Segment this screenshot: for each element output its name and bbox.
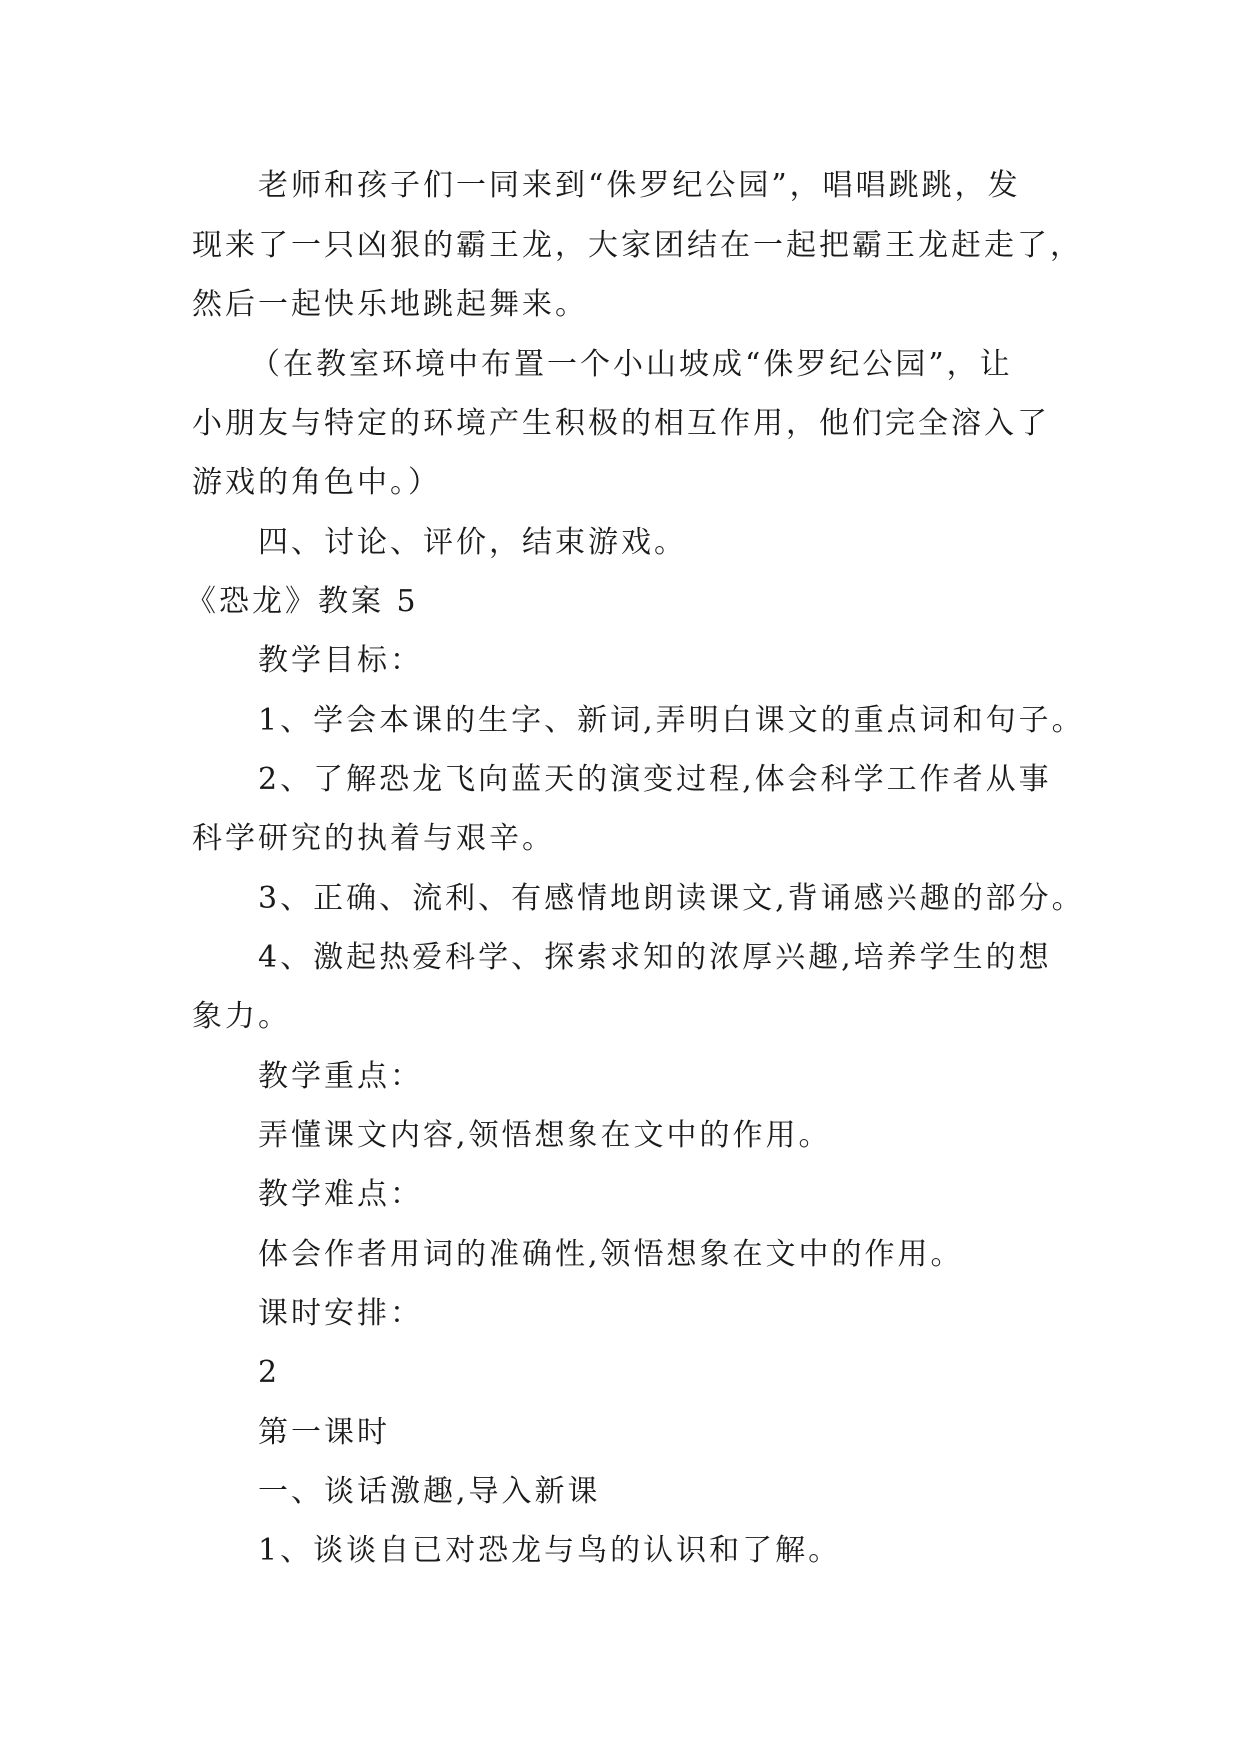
text-line: （在教室环境中布置一个小山坡成“侏罗纪公园”，让 (250, 347, 1013, 382)
text-line: 小朋友与特定的环境产生积极的相互作用，他们完全溶入了 (192, 406, 1050, 441)
section-heading-intro: 一、谈话激趣,导入新课 (258, 1474, 601, 1509)
section-heading-discussion: 四、讨论、评价，结束游戏。 (258, 525, 687, 560)
goal-item-continuation: 象力。 (192, 999, 291, 1034)
lesson-heading: 第一课时 (258, 1415, 390, 1450)
text-line: 游戏的角色中。） (192, 465, 441, 500)
goal-item: 4、激起热爱科学、探索求知的浓厚兴趣,培养学生的想 (258, 940, 1052, 975)
schedule-value: 2 (258, 1355, 281, 1390)
goal-item-continuation: 科学研究的执着与艰辛。 (192, 821, 555, 856)
heading-difficulties: 教学难点： (258, 1177, 423, 1212)
heading-teaching-goals: 教学目标： (258, 643, 423, 678)
document-title: 《恐龙》教案 5 (186, 584, 419, 619)
heading-schedule: 课时安排： (258, 1296, 423, 1331)
goal-item: 3、正确、流利、有感情地朗读课文,背诵感兴趣的部分。 (258, 881, 1085, 916)
text-line: 老师和孩子们一同来到“侏罗纪公园”，唱唱跳跳，发 (258, 168, 1021, 203)
key-points-text: 弄懂课文内容,领悟想象在文中的作用。 (258, 1118, 832, 1153)
text-line: 现来了一只凶狠的霸王龙，大家团结在一起把霸王龙赶走了， (192, 228, 1083, 263)
goal-item: 2、了解恐龙飞向蓝天的演变过程,体会科学工作者从事 (258, 762, 1052, 797)
goal-item: 1、学会本课的生字、新词,弄明白课文的重点词和句子。 (258, 703, 1085, 738)
heading-key-points: 教学重点： (258, 1059, 423, 1094)
text-line: 然后一起快乐地跳起舞来。 (192, 287, 588, 322)
intro-item: 1、谈谈自已对恐龙与鸟的认识和了解。 (258, 1533, 842, 1568)
difficulties-text: 体会作者用词的准确性,领悟想象在文中的作用。 (258, 1237, 964, 1272)
